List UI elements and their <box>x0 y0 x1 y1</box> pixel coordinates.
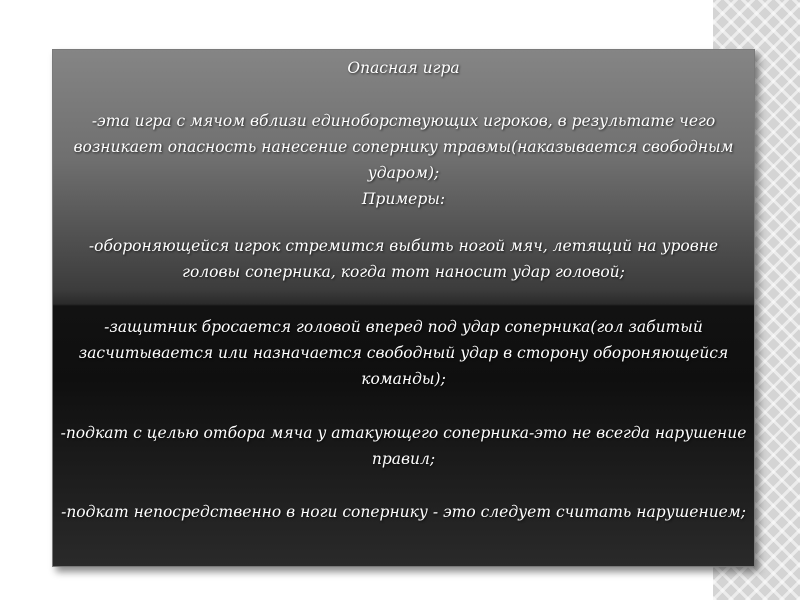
example-item: -подкат непосредственно в ноги сопернику - это следует считать нарушением; <box>61 503 746 521</box>
example-item: -защитник бросается головой вперед под удар соперника(гол забитый засчитывается или назначается свободный удар в сторону обороняющейся команды); <box>78 318 729 388</box>
example-item: -подкат с целью отбора мяча у атакующего соперника-это не всегда нарушение правил; <box>60 424 747 468</box>
example-item: -обороняющейся игрок стремится выбить ногой мяч, летящий на уровне головы соперника, когда тот наносит удар головой; <box>88 237 719 281</box>
slide-title: Опасная игра <box>347 59 460 77</box>
definition-text: -эта игра с мячом вблизи единоборствующих игроков, в результате чего возникает опасность нанесение сопернику травмы(наказывается свободным ударом); <box>73 112 734 182</box>
content-box <box>52 49 755 567</box>
examples-heading: Примеры: <box>361 190 446 208</box>
